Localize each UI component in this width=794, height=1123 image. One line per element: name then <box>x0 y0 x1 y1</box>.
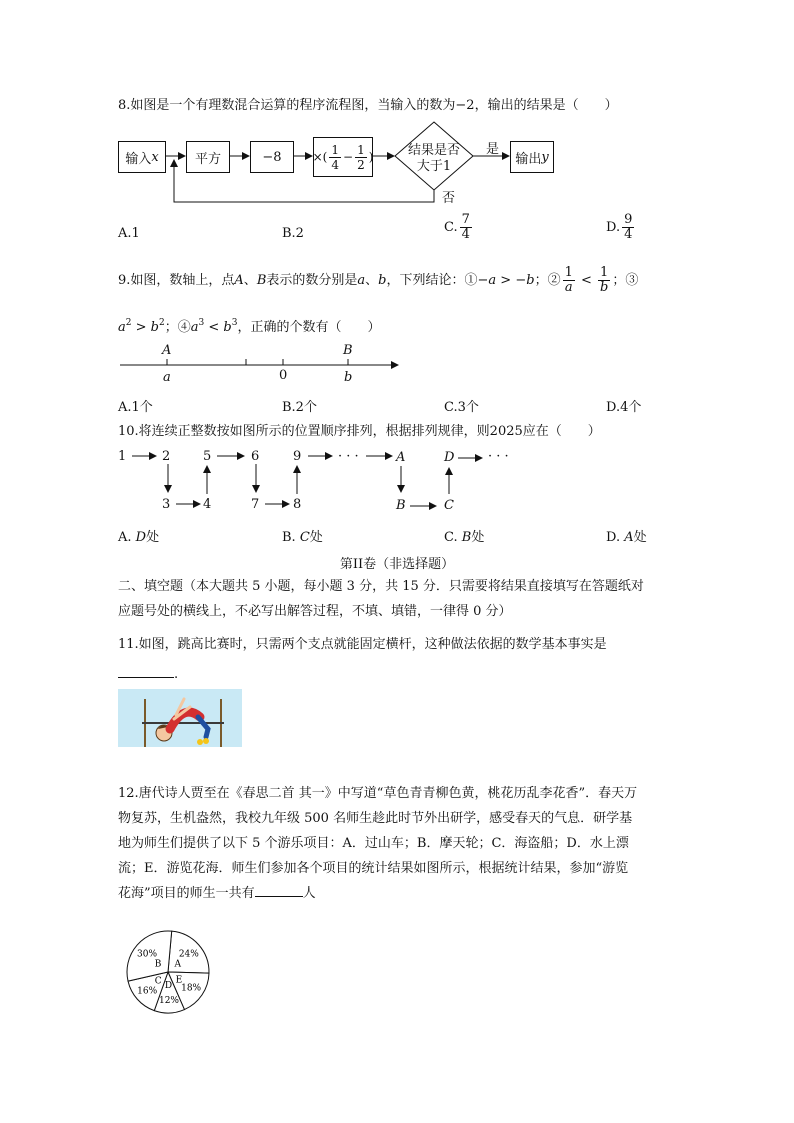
q12-line <box>118 881 678 906</box>
frac-num: 1 <box>600 265 609 280</box>
option-prefix: B. <box>282 530 296 545</box>
q9-exp: 3 <box>231 318 238 328</box>
q9-exp: 2 <box>159 318 165 328</box>
seq-letter-b: B <box>396 498 406 513</box>
option-prefix: C. <box>444 220 458 235</box>
axis-value-a: a <box>163 370 171 385</box>
flow-yes-label: 是 <box>486 142 500 157</box>
frac-num: 9 <box>624 212 633 227</box>
option-suffix: 处 <box>633 530 647 545</box>
q10-option-d[interactable] <box>606 526 647 545</box>
q9-option-a[interactable]: A.1个 <box>118 400 153 415</box>
q9-var: A <box>234 273 244 288</box>
q9-text: 表示的数分别是 <box>266 273 358 288</box>
pie-category-label: D <box>164 981 173 992</box>
q9-text: ，下列结论：①− <box>386 273 489 288</box>
seq-num-7: 7 <box>251 497 260 512</box>
seq-ellipsis: · · · <box>338 449 359 464</box>
q12-line: 流；E．游览花海．师生们参加各个项目的统计结果如图所示，根据统计结果，参加“游览 <box>118 861 629 876</box>
option-letter: B <box>461 530 472 545</box>
flow-no-label: 否 <box>442 191 456 206</box>
pie-value-label: 12% <box>158 995 180 1006</box>
pie-category-label: E <box>175 975 183 986</box>
athlete-shoe <box>203 738 209 744</box>
q12-pie-chart <box>118 929 218 1015</box>
q8-option-d[interactable] <box>606 213 636 242</box>
q10-stem: 10.将连续正整数按如图所示的位置顺序排列，根据排列规律，则2025应在（ ） <box>118 424 601 439</box>
q9-exp: 2 <box>125 318 132 328</box>
q9-var: a <box>488 273 497 288</box>
q9-text: > − <box>496 273 527 288</box>
q9-var: a <box>190 320 199 335</box>
athlete-shoe <box>197 739 203 745</box>
frac-num: 7 <box>461 212 470 227</box>
q12-text: 人 <box>302 886 316 901</box>
q12-line: 地为师生们提供了以下 5 个游乐项目：A．过山车；B．摩天轮；C．海盗船；D．水上漂 <box>118 836 629 851</box>
q9-exp: 3 <box>198 318 205 328</box>
q11-answer-line[interactable] <box>118 663 178 684</box>
flow-square-label: 平方 <box>194 151 221 167</box>
frac-num: 1 <box>331 142 339 157</box>
fraction-1-a <box>563 266 575 295</box>
frac-den: 4 <box>624 227 633 242</box>
frac-den: 2 <box>357 157 365 172</box>
q9-var: B <box>256 273 267 288</box>
q9-text: 9.如图，数轴上，点 <box>118 273 235 288</box>
frac-den: 4 <box>331 157 339 172</box>
seq-num-9: 9 <box>293 449 302 464</box>
q9-option-b[interactable]: B.2个 <box>282 400 317 415</box>
option-suffix: 处 <box>471 530 485 545</box>
flow-decision-line1: 结果是否 <box>407 143 460 158</box>
flow-mult-prefix: ×( <box>312 150 328 164</box>
q10-arrows <box>110 444 520 518</box>
frac-den: b <box>600 280 609 295</box>
q9-stem-line1 <box>118 265 638 297</box>
q9-text: ；② <box>534 273 561 288</box>
flow-lines <box>110 118 570 210</box>
q12-stem <box>118 781 678 906</box>
section-title: 第II卷（非选择题） <box>339 557 455 572</box>
q11-answer-blank[interactable] <box>118 663 174 678</box>
flow-minus8-label: −8 <box>262 149 282 165</box>
q8-option-b[interactable]: B.2 <box>282 226 304 241</box>
option-suffix: 处 <box>309 530 323 545</box>
q9-text: ；④ <box>164 320 191 335</box>
q12-line: 12.唐代诗人贾至在《春思二首 其一》中写道“草色青青柳色黄，桃花历乱李花香”．春天万 <box>118 786 638 801</box>
q12-text: 花海”项目的师生一共有 <box>118 886 255 901</box>
frac-num: 1 <box>564 265 573 280</box>
pie-value-label: 30% <box>137 949 158 960</box>
axis-zero-label: 0 <box>279 368 288 383</box>
q8-option-c[interactable] <box>444 213 474 242</box>
q9-number-line <box>118 355 408 375</box>
q12-line: 物复苏，生机盎然，我校九年级 500 名师生趁此时节外出研学，感受春天的气息．研学基 <box>118 811 633 826</box>
seq-letter-c: C <box>444 498 454 513</box>
flow-decision-text <box>398 143 470 175</box>
seq-num-8: 8 <box>293 497 302 512</box>
flow-input-var: x <box>151 149 159 165</box>
high-jump-illustration <box>118 689 242 747</box>
q8-option-a[interactable]: A.1 <box>118 226 140 241</box>
q10-option-b[interactable] <box>282 526 323 545</box>
seq-letter-a: A <box>396 450 406 465</box>
flow-output-box <box>510 141 554 173</box>
seq-num-3: 3 <box>162 497 171 512</box>
seq-letter-d: D <box>444 450 455 465</box>
seq-num-2: 2 <box>162 449 171 464</box>
q9-stem-line2 <box>118 314 381 337</box>
q9-var: b <box>526 273 535 288</box>
q10-option-c[interactable] <box>444 526 484 545</box>
fraction-9-4 <box>622 213 634 242</box>
seq-num-5: 5 <box>203 449 212 464</box>
q9-text: 、 <box>365 273 379 288</box>
q10-option-a[interactable] <box>118 526 159 545</box>
q9-var: b <box>223 320 232 335</box>
option-prefix: D. <box>606 530 621 545</box>
axis-point-b-label: B <box>343 343 353 358</box>
q9-var: a <box>357 273 366 288</box>
seq-num-4: 4 <box>203 497 212 512</box>
flow-output-var: y <box>541 149 549 165</box>
q9-var: b <box>378 273 387 288</box>
frac-den: a <box>564 280 573 295</box>
q9-option-d[interactable]: D.4个 <box>606 400 642 415</box>
q9-text: < <box>204 320 224 335</box>
q9-text: > <box>131 320 151 335</box>
option-suffix: 处 <box>146 530 160 545</box>
frac-num: 1 <box>357 142 365 157</box>
pie-value-label: 16% <box>137 986 158 997</box>
q8-stem: 8.如图是一个有理数混合运算的程序流程图，当输入的数为−2，输出的结果是（ ） <box>118 98 618 113</box>
flow-minus-sign: − <box>343 150 354 164</box>
q11-period: . <box>174 667 179 682</box>
option-prefix: D. <box>606 220 621 235</box>
seq-num-1: 1 <box>118 449 127 464</box>
q9-text: 、 <box>243 273 257 288</box>
option-letter: C <box>299 530 310 545</box>
pie-category-label: C <box>154 976 162 987</box>
option-letter: A <box>624 530 634 545</box>
q11-stem: 11.如图，跳高比赛时，只需两个支点就能固定横杆，这种做法依据的数学基本事实是 <box>118 637 607 652</box>
flow-input-label: 输入 <box>125 151 152 167</box>
q9-option-c[interactable]: C.3个 <box>444 400 479 415</box>
option-letter: D <box>135 530 147 545</box>
flow-decision-line2: 大于1 <box>416 159 452 174</box>
q9-var: b <box>150 320 159 335</box>
fraction-7-4 <box>460 213 472 242</box>
option-prefix: C. <box>444 530 458 545</box>
q12-answer-blank[interactable] <box>255 882 303 897</box>
pie-value-label: 24% <box>178 949 199 960</box>
flow-mult-suffix: ) <box>368 150 374 164</box>
axis-point-a-label: A <box>162 343 172 358</box>
pie-category-label: B <box>154 959 162 970</box>
q9-text: ；③ <box>612 273 639 288</box>
flow-output-label: 输出 <box>515 151 542 167</box>
pie-category-label: A <box>174 959 182 970</box>
option-prefix: A. <box>118 530 132 545</box>
q9-text: ，正确的个数有（ ） <box>237 320 381 335</box>
seq-num-6: 6 <box>251 449 260 464</box>
fraction-1-b <box>598 266 610 295</box>
q9-text: < <box>576 273 597 288</box>
fill-heading-line2: 应题号处的横线上，不必写出解答过程，不填、填错，一律得 0 分） <box>118 604 512 619</box>
q9-var: a <box>118 320 126 335</box>
fill-heading-line1: 二、填空题（本大题共 5 小题，每小题 3 分，共 15 分．只需要将结果直接填写在答题纸对 <box>118 579 644 594</box>
axis-value-b: b <box>344 370 353 385</box>
pie-value-label: 18% <box>181 983 202 994</box>
frac-den: 4 <box>461 227 470 242</box>
seq-ellipsis-2: · · · <box>488 449 509 464</box>
